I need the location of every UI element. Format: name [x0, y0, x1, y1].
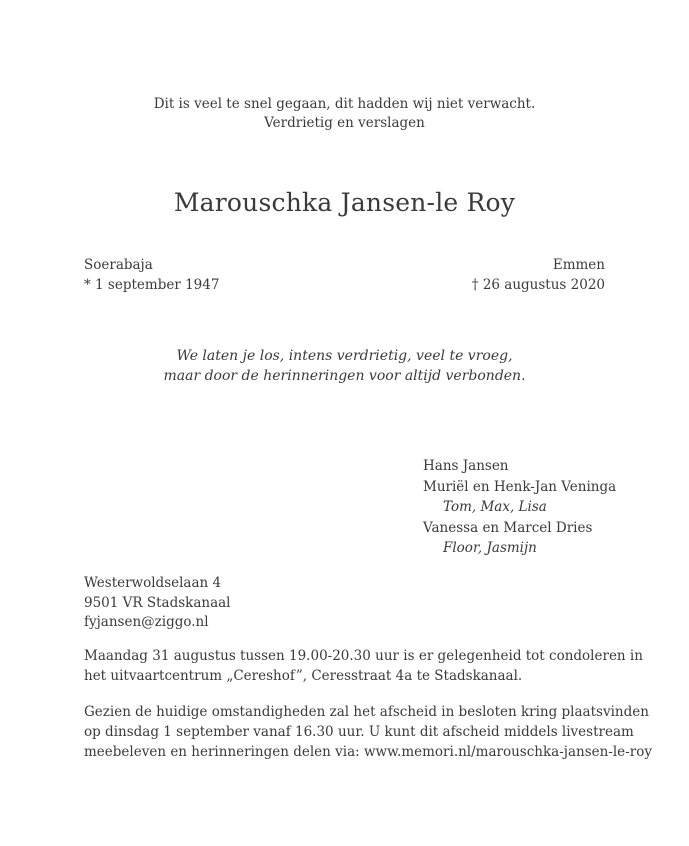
farewell-line-2: op dinsdag 1 september vanaf 16.30 uur. U kunt dit afscheid middels livestream [84, 724, 634, 740]
death-info [472, 255, 605, 295]
poem-line-1: We laten je los, intens verdrietig, veel te vroeg, [176, 348, 513, 364]
family-list [423, 456, 616, 558]
death-place: Emmen [552, 257, 605, 273]
address-city: 9501 VR Stadskanaal [84, 594, 231, 611]
address-email: fyjansen@ziggo.nl [84, 614, 209, 630]
family-line-5: Floor, Jasmijn [443, 540, 537, 556]
intro-line-1: Dit is veel te snel gegaan, dit hadden wij niet verwacht. [153, 96, 536, 112]
address-street: Westerwoldselaan 4 [84, 575, 222, 591]
death-date: † 26 augustus 2020 [471, 277, 605, 293]
birth-date: * 1 september 1947 [84, 277, 220, 293]
intro-line-2: Verdrietig en verslagen [264, 115, 425, 131]
family-line-4: Vanessa en Marcel Dries [423, 520, 593, 536]
poem [0, 346, 689, 386]
intro-text [0, 95, 689, 133]
condolence-line-2: het uitvaartcentrum „Cereshof”, Ceresstraat 4a te Stadskanaal. [84, 668, 523, 684]
family-line-3: Tom, Max, Lisa [443, 499, 547, 515]
condolence-paragraph [84, 646, 643, 686]
farewell-line-1: Gezien de huidige omstandigheden zal het afscheid in besloten kring plaatsvinden [84, 704, 649, 720]
farewell-paragraph [84, 702, 652, 762]
poem-line-2: maar door de herinneringen voor altijd verbonden. [163, 368, 526, 384]
family-line-1: Hans Jansen [423, 458, 509, 474]
correspondence-address [84, 574, 230, 633]
condolence-line-1: Maandag 31 augustus tussen 19.00-20.30 uur is er gelegenheid tot condoleren in [84, 648, 643, 664]
birth-info [84, 255, 219, 295]
birth-place: Soerabaja [84, 257, 153, 273]
farewell-line-3: meebeleven en herinneringen delen via: www.memori.nl/marouschka-jansen-le-roy [84, 744, 652, 760]
family-line-2: Muriël en Henk-Jan Veninga [423, 479, 617, 495]
deceased-name: Marouschka Jansen-le Roy [173, 188, 516, 217]
